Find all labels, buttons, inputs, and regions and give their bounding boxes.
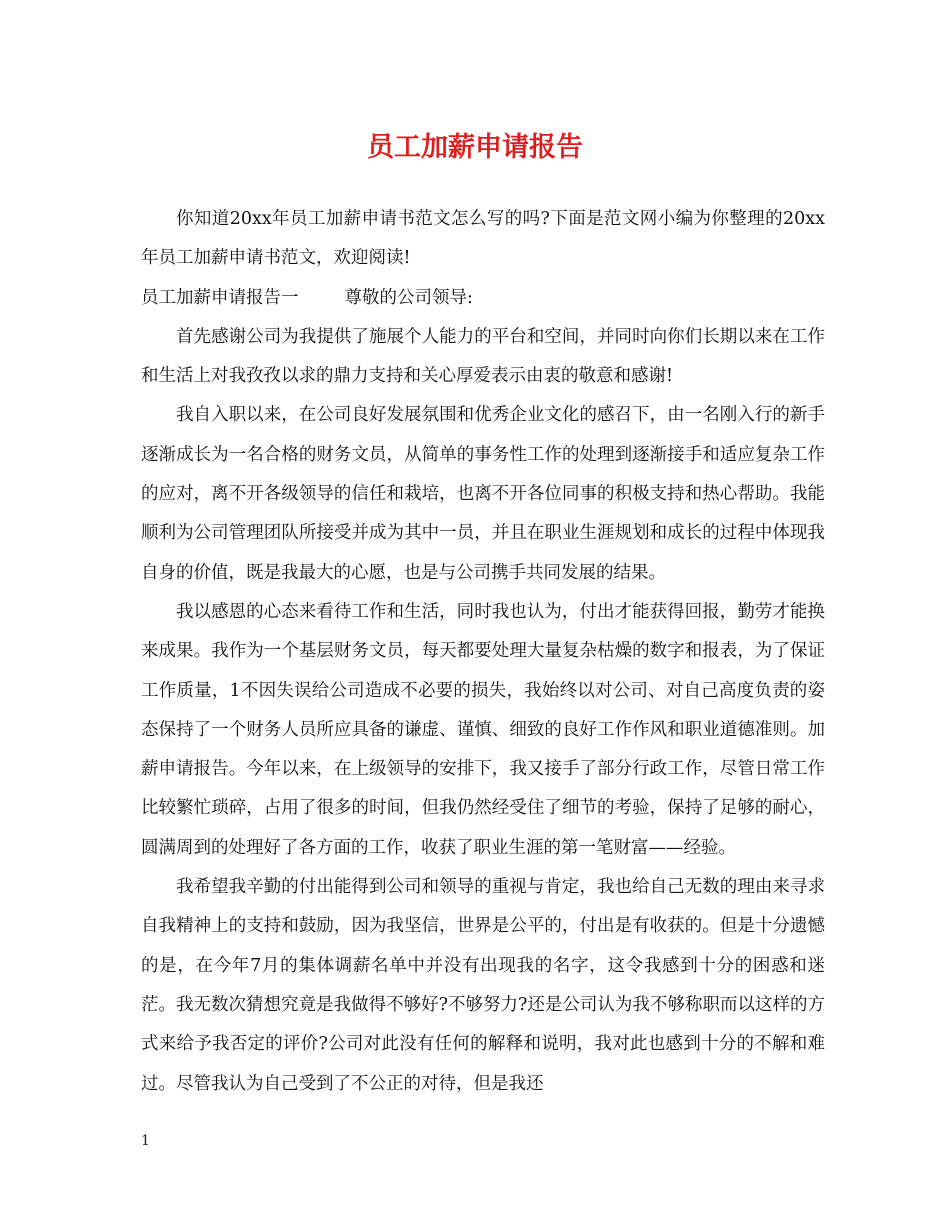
section-heading: 员工加薪申请报告一 [141, 287, 299, 308]
section-heading-line [141, 279, 825, 318]
page-title: 员工加薪申请报告 [367, 132, 583, 163]
intro-paragraph: 你知道20xx年员工加薪申请书范文怎么写的吗?下面是范文网小编为你整理的20xx年员工加薪申请书范文，欢迎阅读! [141, 209, 825, 269]
body-paragraph: 首先感谢公司为我提供了施展个人能力的平台和空间，并同时向你们长期以来在工作和生活上对我孜孜以求的鼎力支持和关心厚爱表示由衷的敬意和感谢! [141, 326, 825, 387]
document-body [141, 200, 825, 1104]
body-paragraph: 我自入职以来，在公司良好发展氛围和优秀企业文化的感召下，由一名刚入行的新手逐渐成长为一名合格的财务文员，从简单的事务性工作的处理到逐渐接手和适应复杂工作的应对，离不开各级领导的信任和栽培，也离不开各位同事的积极支持和热心帮助。我能顺利为公司管理团队所接受并成为其中一员，并且在职业生涯规划和成长的过程中体现我自身的价值，既是我最大的心愿，也是与公司携手共同发展的结果。 [141, 405, 825, 583]
page-number: 1 [141, 1133, 150, 1149]
salutation: 尊敬的公司领导: [344, 287, 473, 308]
body-paragraph: 我以感恩的心态来看待工作和生活，同时我也认为，付出才能获得回报，勤劳才能换来成果。我作为一个基层财务文员，每天都要处理大量复杂枯燥的数字和报表，为了保证工作质量，1不因失误给公司造成不必要的损失，我始终以对公司、对自己高度负责的姿态保持了一个财务人员所应具备的谦虚、谨慎、细致的良好工作作风和职业道德准则。加薪申请报告。今年以来，在上级领导的安排下，我又接手了部分行政工作，尽管日常工作比较繁忙琐碎，占用了很多的时间，但我仍然经受住了细节的考验，保持了足够的耐心，圆满周到的处理好了各方面的工作，收获了职业生涯的第一笔财富——经验。 [141, 601, 825, 858]
body-paragraph: 我希望我辛勤的付出能得到公司和领导的重视与肯定，我也给自己无数的理由来寻求自我精神上的支持和鼓励，因为我坚信，世界是公平的，付出是有收获的。但是十分遗憾的是，在今年7月的集体调薪名单中并没有出现我的名字，这令我感到十分的困惑和迷茫。我无数次猜想究竟是我做得不够好?不够努力?还是公司认为我不够称职而以这样的方式来给予我否定的评价?公司对此没有任何的解释和说明，我对此也感到十分的不解和难过。尽管我认为自己受到了不公正的对待，但是我还 [141, 877, 825, 1094]
